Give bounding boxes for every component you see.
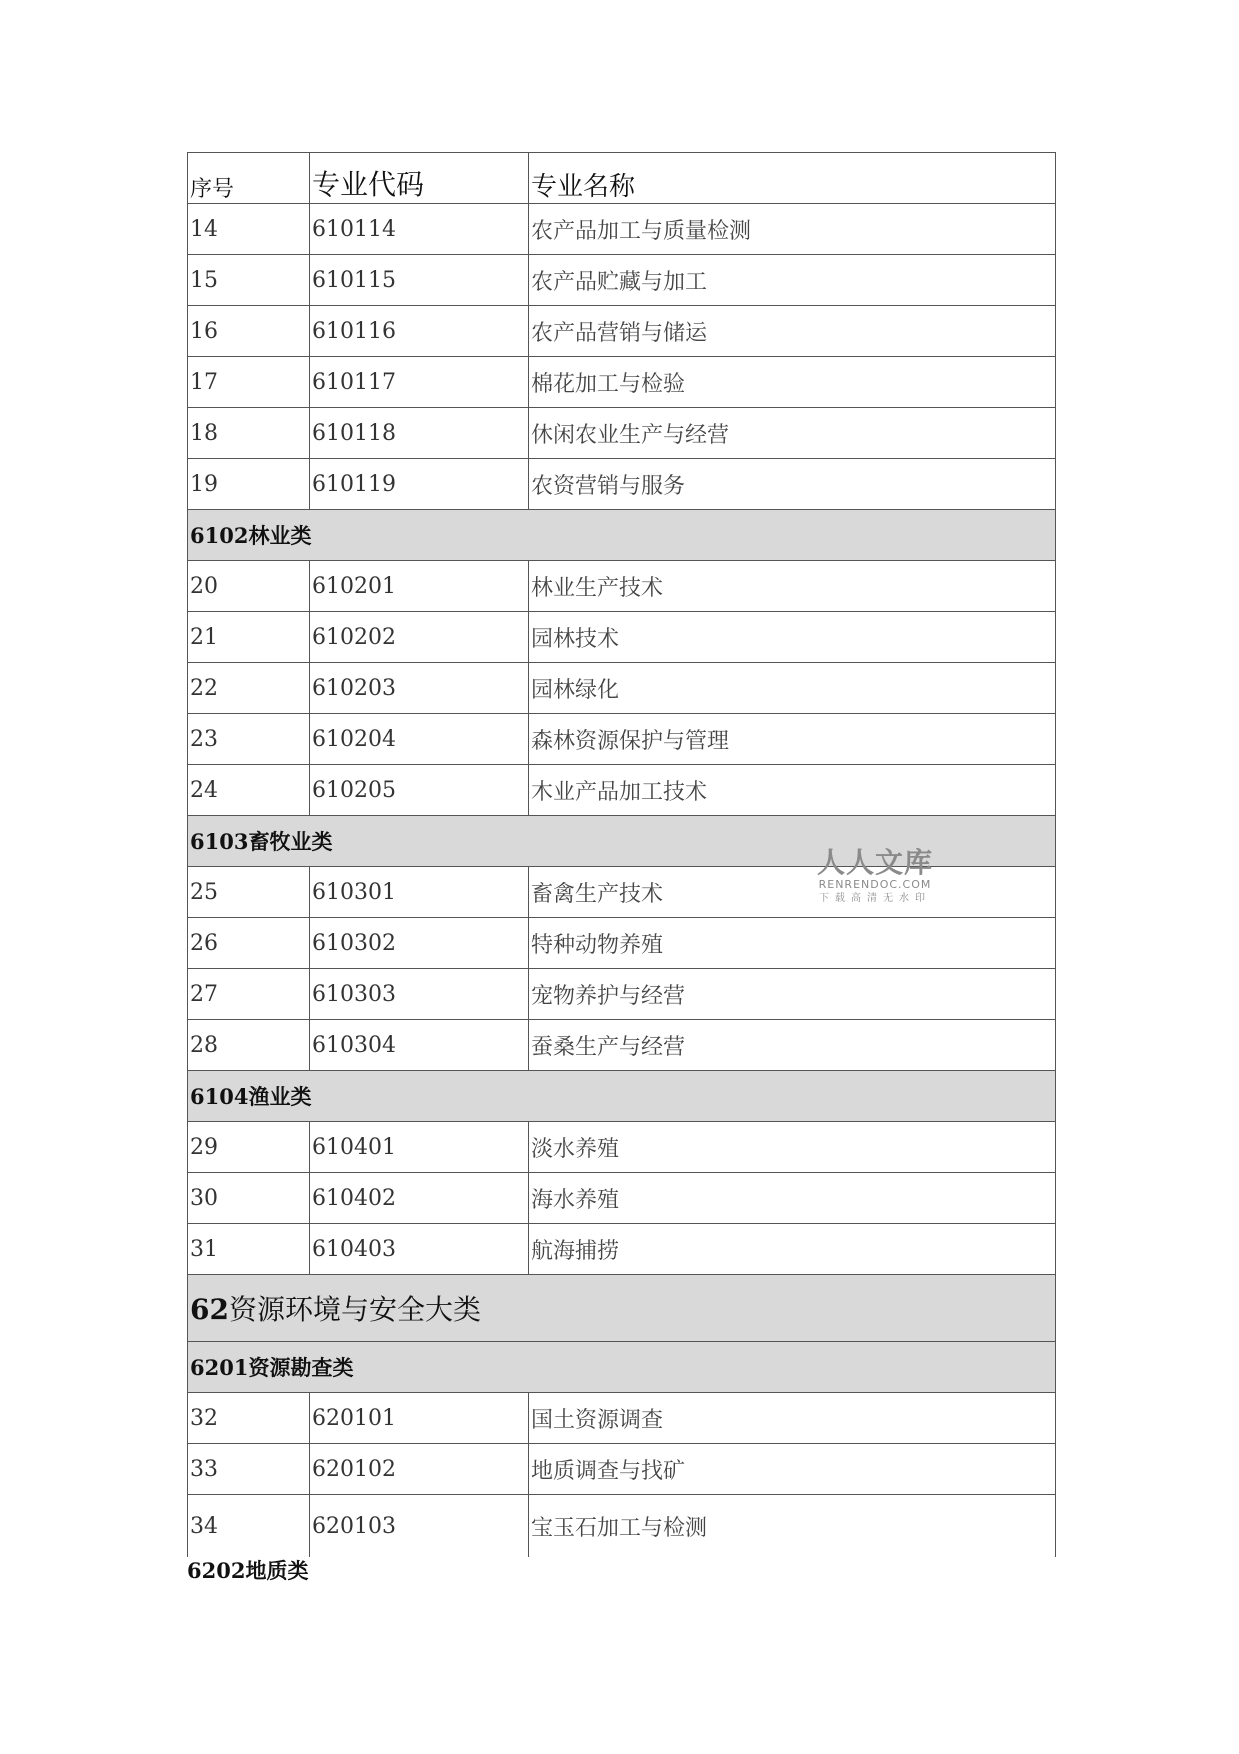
name-cell: 园林绿化 [529, 663, 1056, 714]
code-cell: 620103 [310, 1495, 529, 1558]
table-row [188, 1122, 1056, 1173]
table-row [188, 357, 1056, 408]
table-row [188, 918, 1056, 969]
code-cell: 620101 [310, 1393, 529, 1444]
code-cell: 610204 [310, 714, 529, 765]
seq-cell: 19 [188, 459, 310, 510]
seq-cell: 16 [188, 306, 310, 357]
seq-cell: 20 [188, 561, 310, 612]
table-row [188, 663, 1056, 714]
seq-cell: 21 [188, 612, 310, 663]
table-row [188, 1224, 1056, 1275]
seq-cell: 14 [188, 204, 310, 255]
seq-cell: 29 [188, 1122, 310, 1173]
category-label: 6201资源勘查类 [188, 1342, 1056, 1393]
major-category-label: 62资源环境与安全大类 [188, 1275, 1056, 1342]
name-cell: 淡水养殖 [529, 1122, 1056, 1173]
table-row [188, 612, 1056, 663]
table-row [188, 1495, 1056, 1558]
name-cell: 木业产品加工技术 [529, 765, 1056, 816]
name-cell: 畜禽生产技术 [529, 867, 1056, 918]
name-cell: 国土资源调查 [529, 1393, 1056, 1444]
code-cell: 610201 [310, 561, 529, 612]
watermark-slogan: 下载高清无水印 [819, 893, 931, 904]
header-seq: 序号 [188, 153, 310, 204]
code-cell: 610115 [310, 255, 529, 306]
name-cell: 农产品贮藏与加工 [529, 255, 1056, 306]
name-cell: 棉花加工与检验 [529, 357, 1056, 408]
watermark-title: 人人文库 [816, 846, 933, 879]
seq-cell: 28 [188, 1020, 310, 1071]
table-row [188, 1393, 1056, 1444]
category-row [188, 1071, 1056, 1122]
name-cell: 园林技术 [529, 612, 1056, 663]
name-cell: 海水养殖 [529, 1173, 1056, 1224]
code-cell: 610401 [310, 1122, 529, 1173]
name-cell: 林业生产技术 [529, 561, 1056, 612]
code-cell: 610302 [310, 918, 529, 969]
code-cell: 610304 [310, 1020, 529, 1071]
name-cell: 蚕桑生产与经营 [529, 1020, 1056, 1071]
watermark-url: RENRENDOC.COM [818, 878, 932, 891]
header-name: 专业名称 [529, 153, 1056, 204]
code-cell: 610117 [310, 357, 529, 408]
seq-cell: 22 [188, 663, 310, 714]
seq-cell: 23 [188, 714, 310, 765]
table-row [188, 969, 1056, 1020]
seq-cell: 18 [188, 408, 310, 459]
table-row [188, 459, 1056, 510]
code-cell: 610301 [310, 867, 529, 918]
category-row [188, 510, 1056, 561]
seq-cell: 30 [188, 1173, 310, 1224]
name-cell: 森林资源保护与管理 [529, 714, 1056, 765]
category-label: 6102林业类 [188, 510, 1056, 561]
trailing-category-heading: 6202地质类 [187, 1558, 309, 1583]
seq-cell: 25 [188, 867, 310, 918]
watermark [810, 848, 940, 905]
code-cell: 610205 [310, 765, 529, 816]
category-label: 6104渔业类 [188, 1071, 1056, 1122]
code-cell: 610114 [310, 204, 529, 255]
major-category-row [188, 1275, 1056, 1342]
seq-cell: 31 [188, 1224, 310, 1275]
seq-cell: 32 [188, 1393, 310, 1444]
table-row [188, 561, 1056, 612]
table-header-row [188, 153, 1056, 204]
table-row [188, 408, 1056, 459]
category-row [188, 1342, 1056, 1393]
table-row [188, 1173, 1056, 1224]
table-row [188, 204, 1056, 255]
code-cell: 610203 [310, 663, 529, 714]
code-cell: 610116 [310, 306, 529, 357]
code-cell: 620102 [310, 1444, 529, 1495]
name-cell: 休闲农业生产与经营 [529, 408, 1056, 459]
code-cell: 610119 [310, 459, 529, 510]
code-cell: 610402 [310, 1173, 529, 1224]
code-cell: 610118 [310, 408, 529, 459]
name-cell: 特种动物养殖 [529, 918, 1056, 969]
seq-cell: 33 [188, 1444, 310, 1495]
seq-cell: 34 [188, 1495, 310, 1558]
name-cell: 宝玉石加工与检测 [529, 1495, 1056, 1558]
seq-cell: 24 [188, 765, 310, 816]
name-cell: 宠物养护与经营 [529, 969, 1056, 1020]
seq-cell: 17 [188, 357, 310, 408]
table-row [188, 306, 1056, 357]
code-cell: 610303 [310, 969, 529, 1020]
name-cell: 农产品营销与储运 [529, 306, 1056, 357]
table-row [188, 255, 1056, 306]
header-code: 专业代码 [310, 153, 529, 204]
table-row [188, 1444, 1056, 1495]
name-cell: 农产品加工与质量检测 [529, 204, 1056, 255]
name-cell: 航海捕捞 [529, 1224, 1056, 1275]
code-cell: 610202 [310, 612, 529, 663]
code-cell: 610403 [310, 1224, 529, 1275]
seq-cell: 27 [188, 969, 310, 1020]
table-row [188, 714, 1056, 765]
seq-cell: 15 [188, 255, 310, 306]
table-row [188, 765, 1056, 816]
category-label: 6103畜牧业类 [188, 816, 1056, 867]
table-row [188, 1020, 1056, 1071]
seq-cell: 26 [188, 918, 310, 969]
major-category-code: 62 [190, 1293, 229, 1326]
name-cell: 农资营销与服务 [529, 459, 1056, 510]
name-cell: 地质调查与找矿 [529, 1444, 1056, 1495]
